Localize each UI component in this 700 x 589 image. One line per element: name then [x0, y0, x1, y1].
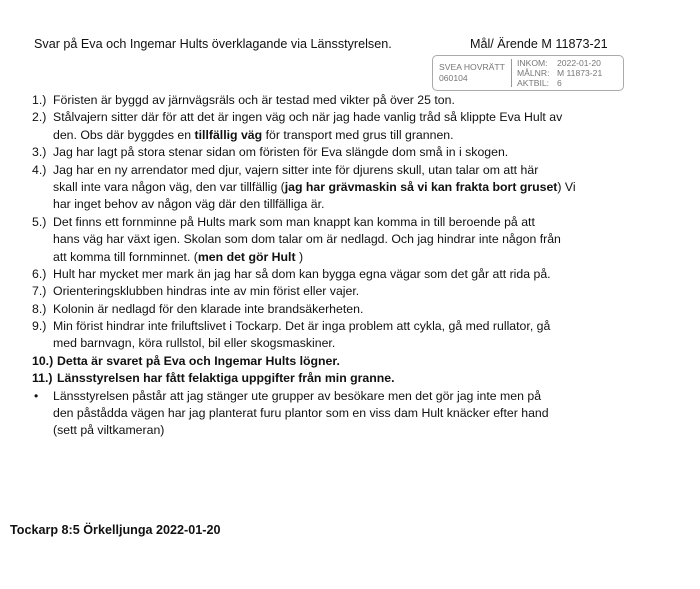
item-number: 3.): [32, 145, 47, 160]
bullet-marker: •: [34, 388, 39, 403]
stamp-malnr-value: M 11873-21: [557, 68, 603, 78]
item-text: [53, 196, 324, 213]
list-item: [32, 301, 632, 318]
item-number: 11.): [32, 371, 53, 386]
bold-text: jag har grävmaskin så vi kan frakta bort gruset: [284, 179, 558, 194]
item-text: [53, 301, 363, 318]
list-item: [32, 370, 632, 387]
item-text: [53, 266, 551, 283]
item-text: [57, 353, 340, 370]
list-item: [32, 388, 632, 405]
text-segment: med barnvagn, köra rullstol, bil eller skogsmaskiner.: [53, 336, 336, 351]
list-item-continuation: [32, 231, 632, 248]
text-segment: Det finns ett fornminne på Hults mark som man knappt kan komma in till beroende på att: [53, 214, 535, 229]
text-segment: Länsstyrelsen påstår att jag stänger ute grupper av besökare men det gör jag inte men på: [53, 388, 542, 403]
text-segment: ) Vi: [557, 179, 576, 194]
list-item-continuation: [32, 335, 632, 352]
item-number: 7.): [32, 284, 47, 299]
stamp-inkom-label: INKOM:: [517, 58, 548, 68]
list-item-continuation: [32, 405, 632, 422]
item-text: [53, 405, 549, 422]
text-segment: Orienteringsklubben hindras inte av min förist eller vajer.: [53, 284, 360, 299]
stamp-code: 060104: [439, 73, 468, 83]
item-number: 2.): [32, 110, 47, 125]
text-segment: ): [295, 249, 304, 264]
list-item: [32, 283, 632, 300]
bold-text: tillfällig väg: [194, 127, 263, 142]
document-title: Svar på Eva och Ingemar Hults överklagande via Länsstyrelsen.: [34, 37, 392, 51]
text-segment: Föristen är byggd av järnvägsräls och är testad med vikter på över 25 ton.: [53, 93, 455, 107]
item-number: 9.): [32, 319, 47, 334]
list-item: [32, 109, 632, 126]
item-text: [53, 318, 550, 335]
list-item: [32, 162, 632, 179]
case-number: Mål/ Ärende M 11873-21: [470, 37, 608, 51]
item-number: 8.): [32, 301, 47, 316]
list-item-continuation: [32, 196, 632, 213]
stamp-aktbil-label: AKTBIL:: [517, 78, 549, 88]
item-number: 6.): [32, 266, 47, 281]
item-text: [53, 388, 541, 405]
court-stamp: [432, 55, 624, 91]
item-text: [53, 283, 359, 300]
text-segment: Jag har lagt på stora stenar sidan om föristen för Eva slängde dom små in i skogen.: [53, 145, 509, 160]
stamp-divider: [511, 59, 512, 87]
item-text: [53, 179, 576, 196]
list-item-continuation: [32, 127, 632, 144]
text-segment: Hult har mycket mer mark än jag har så dom kan bygga egna vägar som det går att rida på.: [53, 266, 551, 281]
list-item: [32, 266, 632, 283]
list-item: [32, 214, 632, 231]
item-text: [53, 127, 454, 144]
bold-text: Länsstyrelsen har fått felaktiga uppgifter från min granne.: [57, 371, 395, 386]
stamp-inkom-value: 2022-01-20: [557, 58, 601, 68]
item-text: [53, 335, 335, 352]
text-segment: hans väg har växt igen. Skolan som dom talar om är nedlagd. Och jag hindrar inte någon från: [53, 232, 561, 247]
item-number: 4.): [32, 162, 47, 177]
stamp-court: SVEA HOVRÄTT: [439, 62, 505, 72]
list-item-continuation: [32, 179, 632, 196]
text-segment: den. Obs där byggdes en: [53, 127, 195, 142]
list-item: [32, 353, 632, 370]
list-item: [32, 318, 632, 335]
item-text: [57, 370, 395, 387]
item-text: [53, 422, 164, 439]
text-segment: Jag har en ny arrendator med djur, vajern sitter inte för djurens skull, utan talar om att här: [53, 162, 539, 177]
list-item: [32, 144, 632, 161]
item-text: [53, 144, 508, 161]
text-segment: skall inte vara någon väg, den var tillfällig (: [53, 179, 285, 194]
numbered-list: [32, 92, 632, 440]
text-segment: den påstådda vägen har jag planterat furu plantor som en viss dam Hult knäcker efter hand: [53, 406, 549, 421]
list-item-continuation: [32, 422, 632, 439]
item-number: 10.): [32, 353, 54, 368]
item-number: 1.): [32, 93, 47, 107]
item-text: [53, 249, 303, 266]
text-segment: (sett på viltkameran): [53, 423, 165, 438]
text-segment: att komma till fornminnet. (: [53, 249, 198, 264]
text-segment: Stålvajern sitter där för att det är ingen väg och när jag hade vanlig tråd så klippte Eva Hult av: [53, 110, 563, 125]
text-segment: Kolonin är nedlagd för den klarade inte brandsäkerheten.: [53, 301, 364, 316]
item-text: [53, 162, 538, 179]
bold-text: men det gör Hult: [197, 249, 296, 264]
signature-line: Tockarp 8:5 Örkelljunga 2022-01-20: [10, 523, 221, 537]
text-segment: Min förist hindrar inte friluftslivet i Tockarp. Det är inga problem att cykla, gå med rullator, gå: [53, 319, 551, 334]
item-text: [53, 231, 561, 248]
stamp-malnr-label: MÅLNR:: [517, 68, 550, 78]
list-item: [32, 92, 632, 109]
text-segment: för transport med grus till grannen.: [262, 127, 454, 142]
item-text: [53, 214, 535, 231]
item-text: [53, 109, 562, 126]
list-item-continuation: [32, 249, 632, 266]
text-segment: har inget behov av någon väg där den tillfälliga är.: [53, 197, 325, 212]
item-text: [53, 92, 455, 109]
stamp-aktbil-value: 6: [557, 78, 562, 88]
item-number: 5.): [32, 214, 47, 229]
bold-text: Detta är svaret på Eva och Ingemar Hults lögner.: [57, 353, 340, 368]
